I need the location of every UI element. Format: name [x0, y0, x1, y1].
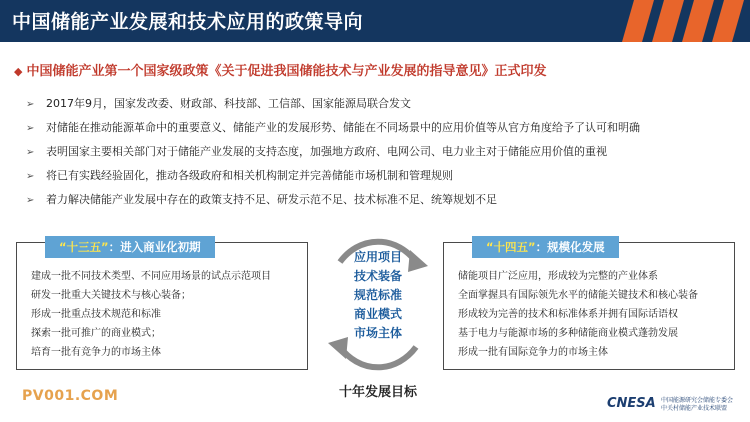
- arrow-bullet-icon: ➢: [26, 171, 35, 182]
- list-item: 市场主体: [353, 326, 402, 340]
- policy-bullet-list: [26, 96, 746, 216]
- goal-cycle-list: [318, 248, 438, 343]
- thirteenth-five-year-tag: “十三五”：进入商业化初期: [45, 236, 215, 258]
- list-item: 形成较为完善的技术和标准体系并拥有国际话语权: [458, 309, 678, 320]
- diamond-bullet-icon: ◆: [14, 65, 23, 78]
- arrow-bullet-icon: ➢: [26, 123, 35, 134]
- list-item: 形成一批有国际竞争力的市场主体: [458, 347, 608, 358]
- slide-title: 中国储能产业发展和技术应用的政策导向: [12, 11, 364, 33]
- arrow-bullet-icon: ➢: [26, 147, 35, 158]
- list-item: 培育一批有竞争力的市场主体: [31, 347, 161, 358]
- thirteenth-five-year-panel: [16, 242, 308, 370]
- list-item: 研发一批重大关键技术与核心装备；: [31, 290, 191, 301]
- list-item: 储能项目广泛应用，形成较为完整的产业体系: [458, 271, 658, 282]
- fourteenth-five-year-tag: “十四五”：规模化发展: [472, 236, 619, 258]
- list-item: ➢ 2017年9月，国家发改委、财政部、科技部、工信部、国家能源局联合发文: [26, 96, 746, 120]
- arrow-bullet-icon: ➢: [26, 195, 35, 206]
- ten-year-goal-label: 十年发展目标: [338, 385, 417, 400]
- policy-subtitle: [14, 60, 546, 79]
- list-item: ➢ 将已有实践经验固化，推动各级政府和相关机构制定并完善储能市场机制和管理规则: [26, 168, 746, 192]
- list-item: ➢ 对储能在推动能源革命中的重要意义、储能产业的发展形势、储能在不同场景中的应用价值等从官方角度给予了认可和明确: [26, 120, 746, 144]
- list-item: 建成一批不同技术类型、不同应用场景的试点示范项目: [31, 271, 271, 282]
- list-item: ➢ 着力解决储能产业发展中存在的政策支持不足、研发示范不足、技术标准不足、统筹规划不足: [26, 192, 746, 216]
- fourteenth-five-year-panel: [443, 242, 735, 370]
- slide-header: [0, 0, 750, 42]
- list-item: 技术装备: [353, 269, 402, 283]
- list-item: 探索一批可推广的商业模式；: [31, 328, 161, 339]
- list-item: 商业模式: [353, 307, 402, 321]
- policy-subtitle-text: 中国储能产业第一个国家级政策《关于促进我国储能技术与产业发展的指导意见》正式印发: [26, 64, 547, 79]
- list-item: 基于电力与能源市场的多种储能商业模式蓬勃发展: [458, 328, 678, 339]
- list-item: 全面掌握具有国际领先水平的储能关键技术和核心装备: [458, 290, 698, 301]
- list-item: 形成一批重点技术规范和标准: [31, 309, 161, 320]
- thirteenth-five-year-list: [31, 268, 271, 363]
- list-item: 应用项目: [353, 250, 402, 264]
- fourteenth-five-year-list: [458, 268, 698, 363]
- list-item: ➢ 表明国家主要相关部门对于储能产业发展的支持态度，加强地方政府、电网公司、电力业主对于储能应用价值的重视: [26, 144, 746, 168]
- arrow-bullet-icon: ➢: [26, 99, 35, 110]
- header-stripes-decoration: [620, 0, 750, 42]
- cnesa-logo: CNESA: [607, 396, 656, 411]
- list-item: 规范标准: [353, 288, 402, 302]
- watermark: PV001.COM: [22, 388, 119, 404]
- cnesa-logo-caption: 中国能源研究会储能专委会 中关村储能产业技术联盟: [661, 397, 734, 412]
